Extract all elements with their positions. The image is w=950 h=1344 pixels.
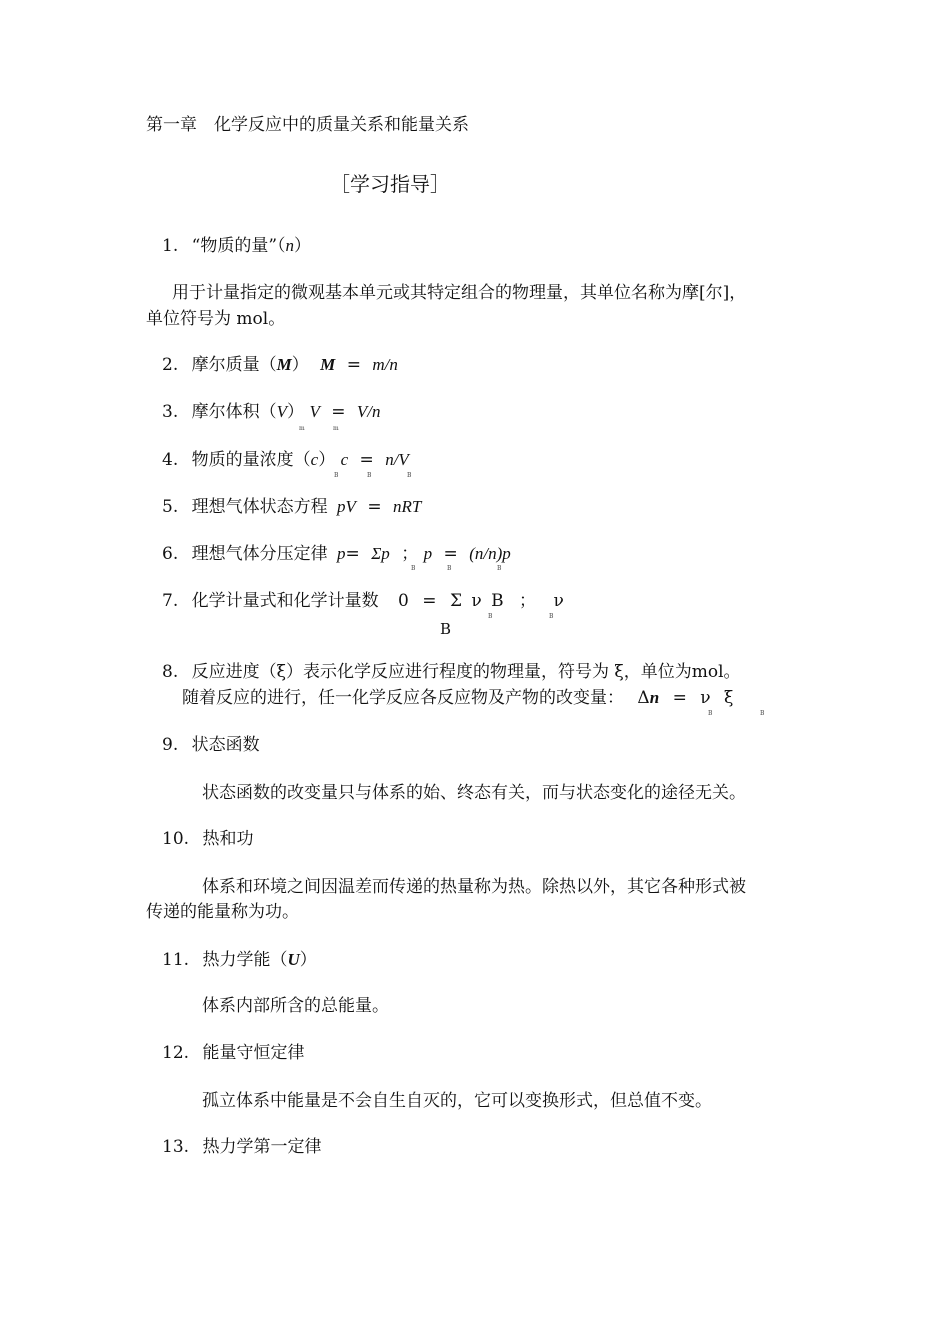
item-9-description: 状态函数的改变量只与体系的始、终态有关，而与状态变化的途径无关。 <box>202 783 746 803</box>
separator: ； <box>401 544 419 564</box>
symbol: M <box>276 355 292 374</box>
item-text: 反应进度（ξ）表示化学反应进行程度的物理量，符号为 ξ，单位为mol。 <box>191 662 741 682</box>
item-2 <box>162 356 398 374</box>
item-3 <box>162 403 381 421</box>
item-1-description-line-1: 用于计量指定的微观基本单元或其特定组合的物理量，其单位名称为摩[尔]， <box>172 283 747 303</box>
formula-n: n <box>649 688 660 707</box>
item-text: 随着反应的进行，任一化学反应各反应物及产物的改变量： <box>182 688 624 708</box>
item-8-line-1 <box>162 664 741 681</box>
item-title: 热力学第一定律 <box>202 1137 322 1157</box>
item-title: 状态函数 <box>191 735 260 755</box>
item-label: 理想气体分压定律 <box>191 544 328 564</box>
formula-rest: /n)p <box>483 544 511 563</box>
formula-nu: ν <box>471 591 482 611</box>
subscript: B <box>760 710 765 717</box>
formula-eq-2: = <box>443 544 458 564</box>
item-5 <box>162 498 421 516</box>
formula-eq: = <box>422 591 437 611</box>
formula-n-b: (n <box>469 544 484 563</box>
formula-lhs: M <box>320 355 336 374</box>
subscript: B <box>367 472 372 479</box>
energy-symbol: U <box>287 950 300 969</box>
formula-eq: = <box>331 402 346 422</box>
item-number: 5. <box>162 497 179 517</box>
item-label: 摩尔体积（ <box>191 402 277 422</box>
amount-symbol: n <box>285 236 295 255</box>
formula-sum: Σ <box>449 591 462 611</box>
item-9-heading <box>162 737 260 754</box>
formula-rhs: /V <box>393 450 409 469</box>
item-12-heading <box>162 1045 304 1062</box>
item-number: 9. <box>162 735 179 755</box>
formula-b: B <box>491 591 504 611</box>
formula-sum-p: Σp <box>371 544 390 563</box>
item-12-description: 孤立体系中能量是不会自生自灭的，它可以变换形式，但总值不变。 <box>202 1091 712 1111</box>
subscript: B <box>407 472 412 479</box>
item-10-description-line-1: 体系和环境之间因温差而传递的热量称为热。除热以外，其它各种形式被 <box>202 877 746 897</box>
item-number: 8. <box>162 662 179 682</box>
formula-lhs: c <box>340 450 349 469</box>
subscript: B <box>488 613 493 620</box>
item-label: 摩尔质量（ <box>191 355 277 375</box>
item-label: 化学计量式和化学计量数 <box>191 591 379 611</box>
formula-p-b: p <box>423 544 433 563</box>
sum-index: B <box>440 620 452 638</box>
separator: ； <box>519 591 537 611</box>
subscript: B <box>549 613 554 620</box>
formula-eq: = <box>346 355 361 375</box>
item-number: 3. <box>162 402 179 422</box>
item-number: 2. <box>162 355 179 375</box>
formula-eq: = <box>672 688 687 708</box>
formula-eq: = <box>345 544 360 564</box>
subscript: B <box>708 710 713 717</box>
item-title-prefix: 热力学能（ <box>202 950 288 970</box>
formula-lhs: pV <box>337 497 356 516</box>
formula-eq: = <box>367 497 382 517</box>
item-title: 能量守恒定律 <box>202 1043 305 1063</box>
close-paren: ） <box>318 450 336 470</box>
item-10-heading <box>162 831 253 848</box>
item-7 <box>162 593 564 610</box>
item-title: 热和功 <box>202 829 254 849</box>
formula-xi: ξ <box>723 688 734 708</box>
item-number: 1. <box>162 236 179 256</box>
chapter-title: 第一章 化学反应中的质量关系和能量关系 <box>146 115 469 135</box>
symbol: V <box>276 402 288 421</box>
subscript: B <box>334 472 339 479</box>
subscript: B <box>411 565 416 572</box>
item-title-prefix: “物质的量”（ <box>191 236 286 256</box>
item-label: 物质的量浓度（ <box>191 450 311 470</box>
subscript: m <box>299 425 305 432</box>
item-11-heading <box>162 951 317 969</box>
item-number: 7. <box>162 591 179 611</box>
close-paren: ） <box>287 402 305 422</box>
item-6 <box>162 545 511 563</box>
item-11-description: 体系内部所含的总能量。 <box>202 996 389 1016</box>
subscript: m <box>333 425 339 432</box>
item-title-suffix: ） <box>294 236 312 256</box>
formula-nu-2: ν <box>553 591 564 611</box>
item-number: 11. <box>162 950 190 970</box>
item-number: 4. <box>162 450 179 470</box>
subscript: B <box>497 565 502 572</box>
item-10-description-line-2: 传递的能量称为功。 <box>146 902 299 922</box>
formula-eq: = <box>359 450 374 470</box>
formula-n: n <box>385 450 394 469</box>
formula-rhs: V/n <box>356 402 381 421</box>
item-number: 6. <box>162 544 179 564</box>
item-1-heading <box>162 237 311 255</box>
item-number: 13. <box>162 1137 190 1157</box>
formula-nu: ν <box>700 688 711 708</box>
item-4 <box>162 451 409 469</box>
formula-lhs: V <box>309 402 320 421</box>
item-number: 10. <box>162 829 190 849</box>
item-label: 理想气体状态方程 <box>191 497 328 517</box>
close-paren: ） <box>291 355 309 375</box>
symbol: c <box>310 450 319 469</box>
item-title-suffix: ） <box>299 950 317 970</box>
formula-delta: Δ <box>637 688 650 708</box>
formula-rhs: m/n <box>372 355 398 374</box>
section-title: ［学习指导］ <box>330 172 450 196</box>
item-8-line-2 <box>182 689 733 707</box>
formula-p: p <box>337 544 346 563</box>
subscript: B <box>447 565 452 572</box>
item-13-heading <box>162 1139 321 1156</box>
item-number: 12. <box>162 1043 190 1063</box>
item-1-description-line-2: 单位符号为 mol。 <box>146 309 286 329</box>
formula-zero: 0 <box>398 591 409 611</box>
formula-rhs: nRT <box>393 497 422 516</box>
